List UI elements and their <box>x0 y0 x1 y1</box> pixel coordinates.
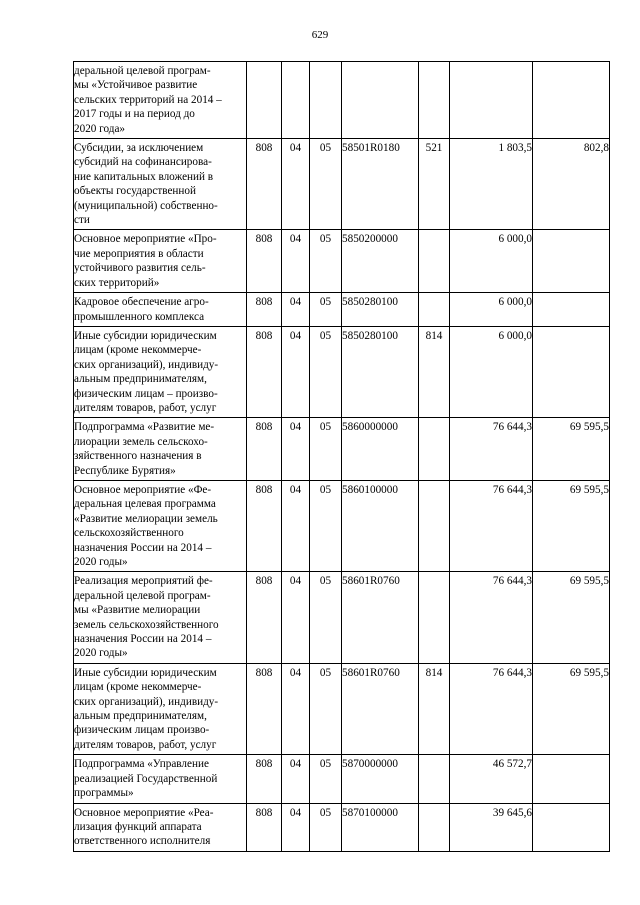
ministry-code-cell: 808 <box>247 293 282 327</box>
target-article-cell: 5870000000 <box>342 755 419 803</box>
amount-second-cell: 69 595,5 <box>533 480 610 571</box>
amount-second-cell <box>533 326 610 417</box>
table-row <box>74 62 610 139</box>
subsection-code-cell: 05 <box>310 663 342 754</box>
amount-first-cell <box>450 62 533 139</box>
ministry-code-cell: 808 <box>247 572 282 663</box>
target-article-cell: 58601R0760 <box>342 663 419 754</box>
table-row <box>74 803 610 851</box>
amount-first-cell: 1 803,5 <box>450 139 533 230</box>
section-code-cell: 04 <box>282 803 310 851</box>
expense-type-cell: 814 <box>419 663 450 754</box>
item-name-cell: Основное мероприятие «Реа- лизация функций аппарата ответственного исполнителя <box>74 803 247 851</box>
subsection-code-cell: 05 <box>310 572 342 663</box>
expense-type-cell <box>419 572 450 663</box>
expense-type-cell <box>419 62 450 139</box>
item-name-cell: деральной целевой програм- мы «Устойчивое развитие сельских территорий на 2014 – 2017 годы и на период до 2020 года» <box>74 62 247 139</box>
expense-type-cell: 521 <box>419 139 450 230</box>
table-row <box>74 755 610 803</box>
ministry-code-cell <box>247 62 282 139</box>
amount-second-cell: 69 595,5 <box>533 663 610 754</box>
item-name-cell: Подпрограмма «Развитие ме- лиорации земель сельскохо- зяйственного назначения в Республике Бурятия» <box>74 418 247 481</box>
table-row <box>74 572 610 663</box>
subsection-code-cell: 05 <box>310 418 342 481</box>
ministry-code-cell: 808 <box>247 418 282 481</box>
target-article-cell: 58601R0760 <box>342 572 419 663</box>
section-code-cell: 04 <box>282 139 310 230</box>
ministry-code-cell: 808 <box>247 139 282 230</box>
amount-first-cell: 6 000,0 <box>450 326 533 417</box>
section-code-cell: 04 <box>282 230 310 293</box>
target-article-cell: 5850280100 <box>342 326 419 417</box>
target-article-cell: 5870100000 <box>342 803 419 851</box>
target-article-cell: 5860100000 <box>342 480 419 571</box>
subsection-code-cell: 05 <box>310 480 342 571</box>
subsection-code-cell: 05 <box>310 755 342 803</box>
expense-type-cell: 814 <box>419 326 450 417</box>
subsection-code-cell: 05 <box>310 803 342 851</box>
amount-first-cell: 46 572,7 <box>450 755 533 803</box>
section-code-cell: 04 <box>282 663 310 754</box>
amount-first-cell: 6 000,0 <box>450 230 533 293</box>
budget-table <box>73 61 610 852</box>
expense-type-cell <box>419 230 450 293</box>
amount-second-cell <box>533 230 610 293</box>
table-row <box>74 139 610 230</box>
item-name-cell: Подпрограмма «Управление реализацией Государственной программы» <box>74 755 247 803</box>
expense-type-cell <box>419 480 450 571</box>
target-article-cell: 5860000000 <box>342 418 419 481</box>
target-article-cell <box>342 62 419 139</box>
section-code-cell <box>282 62 310 139</box>
item-name-cell: Основное мероприятие «Фе- деральная целевая программа «Развитие мелиорации земель сельскохозяйственного назначения России на 2014 – 2020 годы» <box>74 480 247 571</box>
table-row <box>74 326 610 417</box>
ministry-code-cell: 808 <box>247 230 282 293</box>
table-row <box>74 230 610 293</box>
item-name-cell: Субсидии, за исключением субсидий на софинансирова- ние капитальных вложений в объекты государственной (муниципальной) собственно- сти <box>74 139 247 230</box>
amount-second-cell: 69 595,5 <box>533 572 610 663</box>
subsection-code-cell: 05 <box>310 230 342 293</box>
amount-second-cell: 69 595,5 <box>533 418 610 481</box>
subsection-code-cell: 05 <box>310 326 342 417</box>
expense-type-cell <box>419 755 450 803</box>
target-article-cell: 58501R0180 <box>342 139 419 230</box>
amount-first-cell: 6 000,0 <box>450 293 533 327</box>
amount-second-cell <box>533 62 610 139</box>
target-article-cell: 5850200000 <box>342 230 419 293</box>
amount-second-cell <box>533 293 610 327</box>
subsection-code-cell: 05 <box>310 139 342 230</box>
expense-type-cell <box>419 803 450 851</box>
item-name-cell: Основное мероприятие «Про- чие мероприятия в области устойчивого развития сель- ских территорий» <box>74 230 247 293</box>
subsection-code-cell: 05 <box>310 293 342 327</box>
section-code-cell: 04 <box>282 326 310 417</box>
item-name-cell: Реализация мероприятий фе- деральной целевой програм- мы «Развитие мелиорации земель сельскохозяйственного назначения России на 2014 – 2020 годы» <box>74 572 247 663</box>
section-code-cell: 04 <box>282 293 310 327</box>
ministry-code-cell: 808 <box>247 803 282 851</box>
section-code-cell: 04 <box>282 572 310 663</box>
ministry-code-cell: 808 <box>247 326 282 417</box>
table-row <box>74 293 610 327</box>
subsection-code-cell <box>310 62 342 139</box>
page-number: 629 <box>311 29 329 41</box>
section-code-cell: 04 <box>282 480 310 571</box>
amount-first-cell: 76 644,3 <box>450 418 533 481</box>
amount-first-cell: 76 644,3 <box>450 663 533 754</box>
amount-first-cell: 76 644,3 <box>450 480 533 571</box>
ministry-code-cell: 808 <box>247 480 282 571</box>
ministry-code-cell: 808 <box>247 755 282 803</box>
expense-type-cell <box>419 418 450 481</box>
table-row <box>74 480 610 571</box>
amount-second-cell: 802,8 <box>533 139 610 230</box>
table-body <box>74 62 610 852</box>
item-name-cell: Иные субсидии юридическим лицам (кроме некоммерче- ских организаций), индивиду- альным предпринимателям, физическим лицам – произво- дителям товаров, работ, услуг <box>74 326 247 417</box>
ministry-code-cell: 808 <box>247 663 282 754</box>
item-name-cell: Иные субсидии юридическим лицам (кроме некоммерче- ских организаций), индивиду- альным предпринимателям, физическим лицам произво- дителям товаров, работ, услуг <box>74 663 247 754</box>
section-code-cell: 04 <box>282 418 310 481</box>
table-row <box>74 663 610 754</box>
table-row <box>74 418 610 481</box>
amount-first-cell: 39 645,6 <box>450 803 533 851</box>
item-name-cell: Кадровое обеспечение агро- промышленного комплекса <box>74 293 247 327</box>
section-code-cell: 04 <box>282 755 310 803</box>
expense-type-cell <box>419 293 450 327</box>
amount-first-cell: 76 644,3 <box>450 572 533 663</box>
amount-second-cell <box>533 755 610 803</box>
target-article-cell: 5850280100 <box>342 293 419 327</box>
amount-second-cell <box>533 803 610 851</box>
